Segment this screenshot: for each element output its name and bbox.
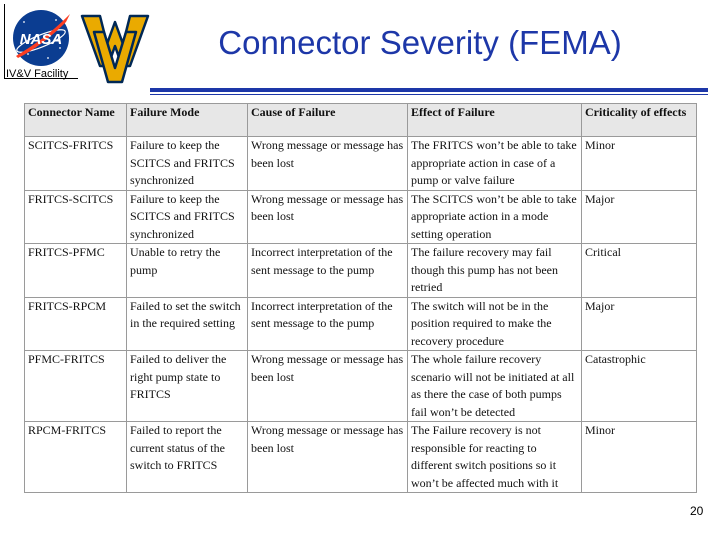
cell-cause-of-failure: Wrong message or message has been lost [248,137,408,191]
title-rule-thick [150,88,708,92]
table-row [25,297,697,351]
nasa-logo-text: NASA [19,31,63,48]
cell-effect-of-failure: The whole failure recovery scenario will not be initiated at all as there the case of both pumps fail won’t be detected [408,351,582,422]
column-header-connector-name: Connector Name [25,104,127,137]
wvu-logo-icon [80,8,150,84]
column-header-failure-mode: Failure Mode [127,104,248,137]
cell-failure-mode: Failure to keep the SCITCS and FRITCS synchronized [127,190,248,244]
cell-failure-mode: Failed to deliver the right pump state to FRITCS [127,351,248,422]
page-number: 20 [690,504,704,518]
cell-cause-of-failure: Incorrect interpretation of the sent message to the pump [248,244,408,298]
table-row [25,351,697,422]
cell-failure-mode: Failed to set the switch in the required setting [127,297,248,351]
cell-connector-name: RPCM-FRITCS [25,422,127,493]
cell-criticality: Critical [582,244,697,298]
cell-connector-name: SCITCS-FRITCS [25,137,127,191]
facility-label: IV&V Facility [6,68,69,80]
column-header-cause-of-failure: Cause of Failure [248,104,408,137]
fema-table [24,103,697,493]
cell-effect-of-failure: The switch will not be in the position required to make the recovery procedure [408,297,582,351]
table-row [25,137,697,191]
cell-cause-of-failure: Wrong message or message has been lost [248,190,408,244]
cell-cause-of-failure: Wrong message or message has been lost [248,351,408,422]
cell-connector-name: PFMC-FRITCS [25,351,127,422]
cell-connector-name: FRITCS-RPCM [25,297,127,351]
cell-effect-of-failure: The SCITCS won’t be able to take appropriate action in a mode setting operation [408,190,582,244]
nasa-logo-icon [8,8,74,68]
column-header-criticality: Criticality of effects [582,104,697,137]
cell-cause-of-failure: Wrong message or message has been lost [248,422,408,493]
cell-effect-of-failure: The Failure recovery is not responsible for reacting to different switch positions so it won’t be affected much with it [408,422,582,493]
column-header-effect-of-failure: Effect of Failure [408,104,582,137]
table-row [25,190,697,244]
page-title: Connector Severity (FEMA) [218,24,622,61]
header-divider-vertical [4,4,5,78]
table-row [25,244,697,298]
cell-criticality: Catastrophic [582,351,697,422]
cell-criticality: Minor [582,137,697,191]
cell-cause-of-failure: Incorrect interpretation of the sent message to the pump [248,297,408,351]
cell-connector-name: FRITCS-SCITCS [25,190,127,244]
table-row [25,422,697,493]
cell-failure-mode: Failure to keep the SCITCS and FRITCS synchronized [127,137,248,191]
cell-effect-of-failure: The FRITCS won’t be able to take appropriate action in case of a pump or valve failure [408,137,582,191]
title-rule-thin [150,94,708,95]
cell-criticality: Minor [582,422,697,493]
cell-effect-of-failure: The failure recovery may fail though this pump has not been retried [408,244,582,298]
cell-criticality: Major [582,297,697,351]
cell-failure-mode: Failed to report the current status of the switch to FRITCS [127,422,248,493]
cell-connector-name: FRITCS-PFMC [25,244,127,298]
table-header-row [25,104,697,137]
cell-criticality: Major [582,190,697,244]
cell-failure-mode: Unable to retry the pump [127,244,248,298]
